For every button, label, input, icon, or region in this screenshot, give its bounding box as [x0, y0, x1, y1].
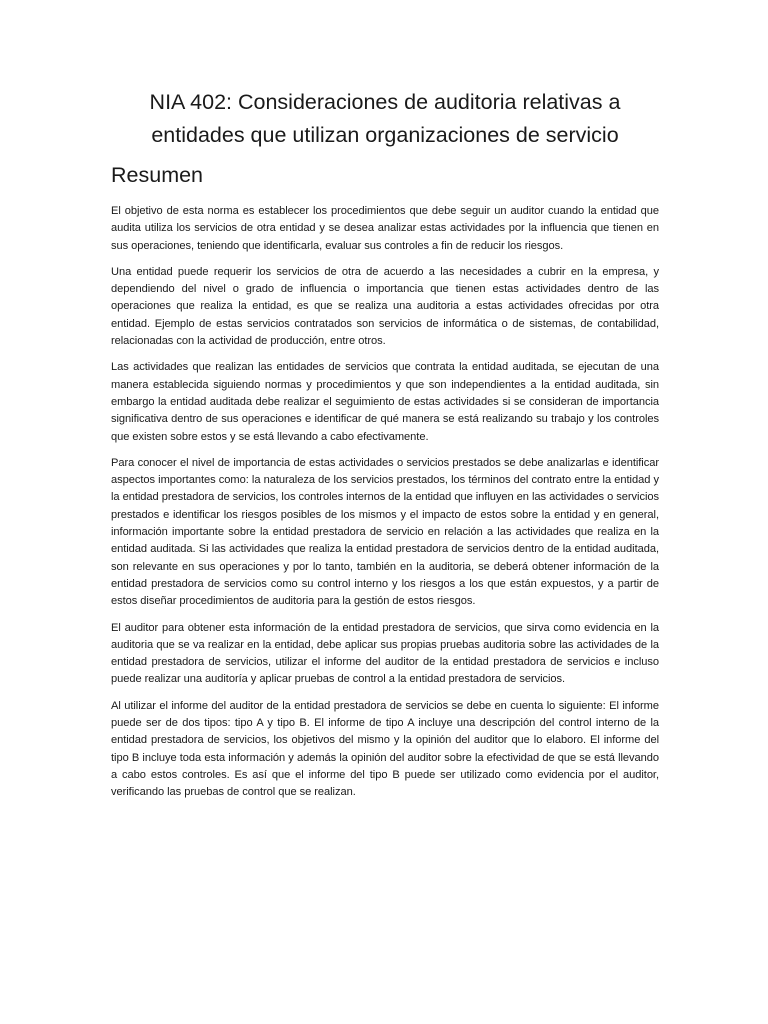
- paragraph-activities: Las actividades que realizan las entidades de servicios que contrata la entidad auditada, se ejecutan de una manera establecida siguiendo normas y procedimientos y que son independientes a la entidad auditada, sin embargo la entidad auditada debe realizar el seguimiento de estas actividades si se consideran de importancia significativa dentro de sus operaciones e identificar de qué manera se está realizando su trabajo y los controles que existen sobre estos y se está llevando a cabo efectivamente.: [111, 361, 659, 443]
- paragraph-report-types: Al utilizar el informe del auditor de la entidad prestadora de servicios se debe en cuenta lo siguiente: El informe puede ser de dos tipos: tipo A y tipo B. El informe de tipo A incluye una descripción del control interno de la entidad prestadora de servicios, los objetivos del mismo y la opinión del auditor que lo elaboro. El informe del tipo B incluye toda esta información y además la opinión del auditor sobre la efectividad de que se está llevando a cabo estos controles. Es así que el informe del tipo B puede ser utilizado como evidencia por el auditor, verificando las pruebas de control que se realizan.: [111, 699, 659, 799]
- paragraph-requirements: Una entidad puede requerir los servicios de otra de acuerdo a las necesidades a cubrir en la empresa, y dependiendo del nivel o grado de influencia o importancia que tienen estas actividades dentro de las operaciones que realiza la entidad, es que se realiza una auditoria a estas actividades ofrecidas por otra entidad. Ejemplo de estas servicios contratados son servicios de informática o de sistemas, de contabilidad, relacionadas con la actividad de producción, entre otros.: [111, 265, 659, 348]
- paragraph-auditor-evidence: El auditor para obtener esta información de la entidad prestadora de servicios, que sirva como evidencia en la auditoria que se va realizar en la entidad, debe aplicar sus propias pruebas auditoria sobre las actividades de la entidad prestadora de servicios, utilizar el informe del auditor de la entidad prestadora de servicios e incluso puede realizar una auditoría y aplicar pruebas de control a la entidad prestadora de servicios.: [111, 621, 659, 686]
- document-title-line-2: entidades que utilizan organizaciones de servicio: [151, 123, 619, 147]
- document-title: [97, 86, 673, 152]
- paragraph-importance: Para conocer el nivel de importancia de estas actividades o servicios prestados se debe analizarlas e identificar aspectos importantes como: la naturaleza de los servicios prestados, los términos del contrato entre la entidad y la entidad prestadora de servicios, los controles internos de la entidad que influyen en las actividades o servicios prestados e identificar los riesgos posibles de los mismos y el impacto de estos sobre la entidad y en general, información importante sobre la entidad prestadora de servicio en relación a las actividades que realiza en la entidad auditada. Si las actividades que realiza la entidad prestadora de servicios dentro de la entidad auditada, son relevante en sus operaciones y por lo tanto, también en la auditoria, se deberá obtener información de la entidad prestadora de servicios como su control interno y los riesgos a los que están expuestos, y a partir de estos diseñar procedimientos de auditoria para la gestión de estos riesgos.: [111, 456, 659, 608]
- section-heading: Resumen: [111, 163, 204, 187]
- paragraph-objective: El objetivo de esta norma es establecer los procedimientos que debe seguir un auditor cuando la entidad que audita utiliza los servicios de otra entidad y se desea analizar estas actividades por la influencia que tienen en sus operaciones, teniendo que identificarla, evaluar sus controles a fin de reducir los riesgos.: [111, 205, 659, 252]
- document-title-line-1: NIA 402: Consideraciones de auditoria relativas a: [149, 90, 621, 114]
